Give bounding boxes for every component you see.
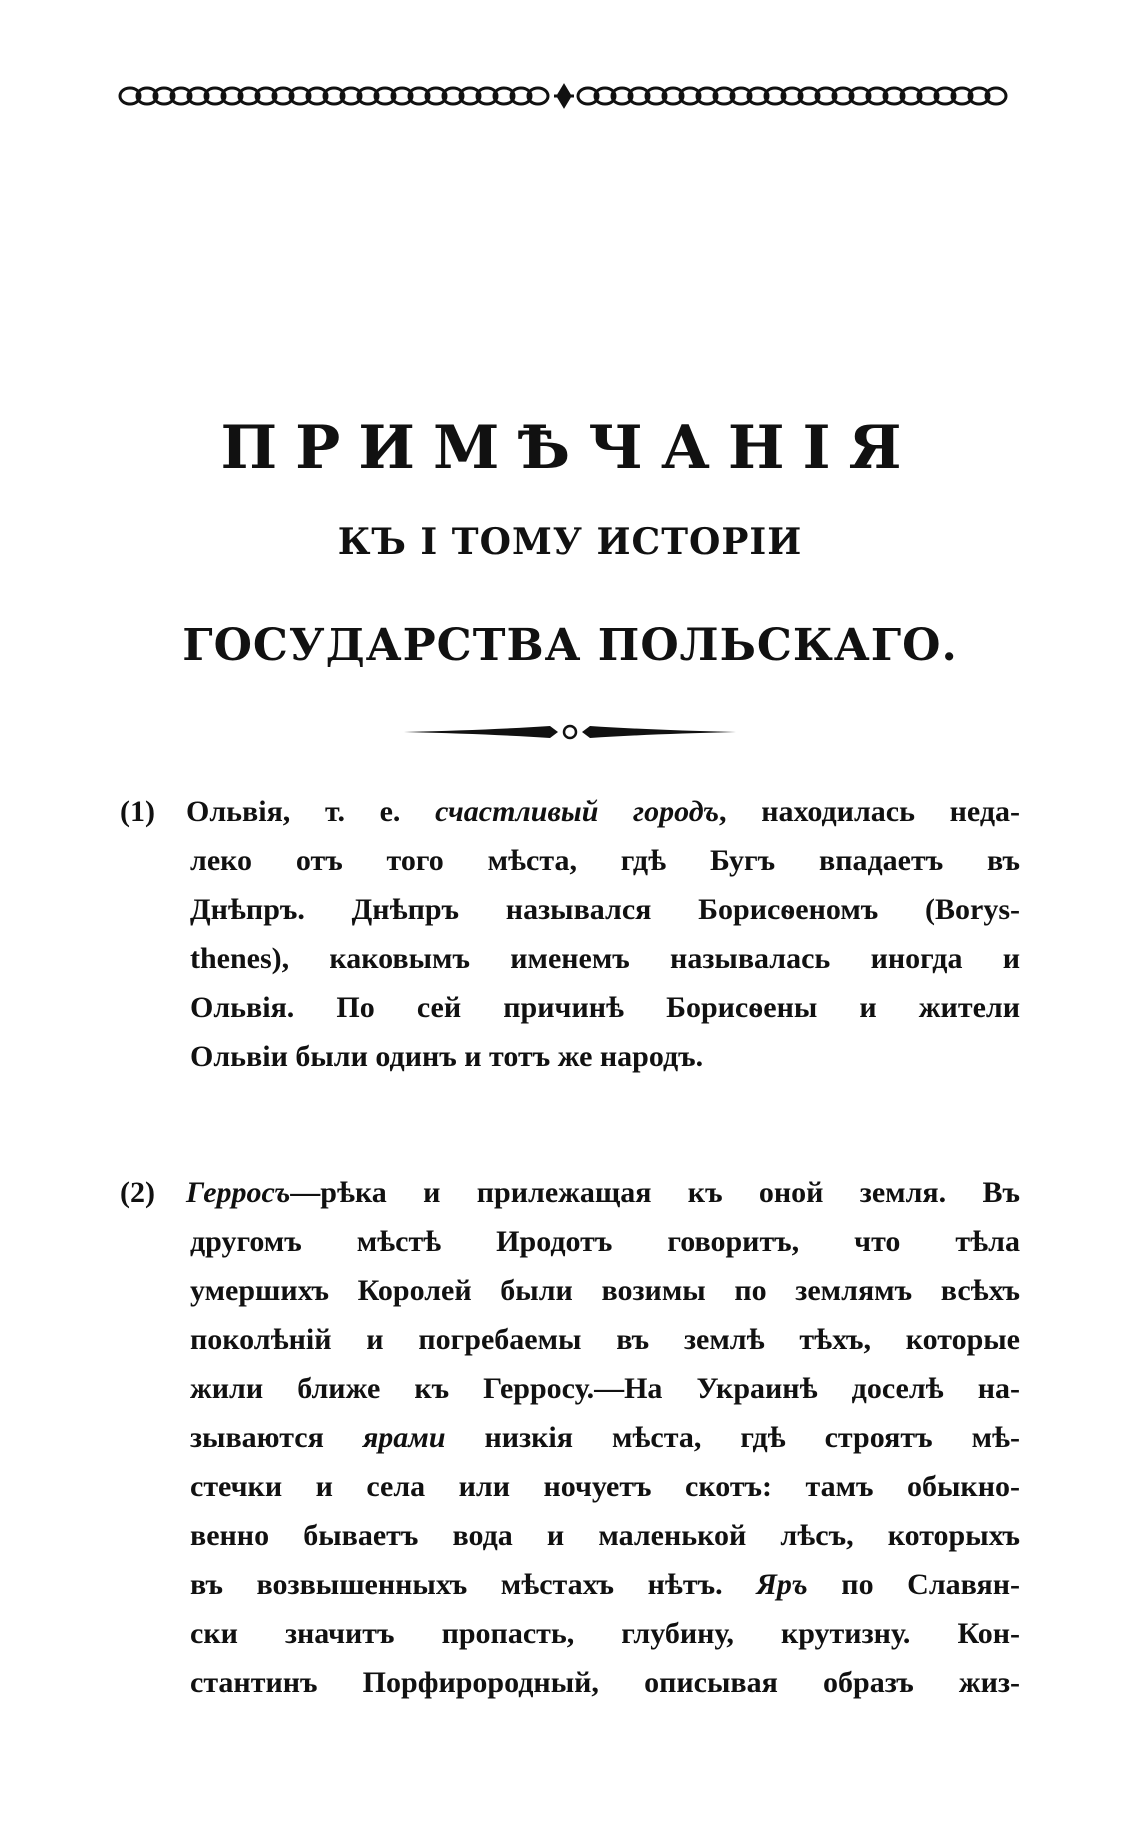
note-italic: Герросъ [186, 1176, 291, 1209]
page-subtitle: КЪ I ТОМУ ИСТОРІИ [337, 521, 803, 563]
chain-ornament-header [118, 82, 1010, 110]
note-number: (2) [120, 1176, 155, 1209]
note-line [190, 1560, 1020, 1609]
note-text: въ возвышенныхъ мѣстахъ нѣтъ. [190, 1568, 757, 1601]
page-title: ПРИМѢЧАНІЯ [220, 413, 920, 483]
note-line: стечки и села или ночуетъ скотъ: тамъ обыкно- [190, 1470, 1020, 1503]
note-number: (1) [120, 795, 155, 828]
note-line: леко отъ того мѣста, гдѣ Бугъ впадаетъ въ [190, 844, 1020, 877]
note-line: жили ближе къ Герросу.—На Украинѣ доселѣ на- [190, 1372, 1020, 1405]
note-line: Ольвіи были одинъ и тотъ же народъ. [190, 1040, 704, 1073]
note-text: Ольвія, т. е. [186, 795, 436, 828]
note-line: стантинъ Порфирородный, описывая образъ жиз- [190, 1666, 1020, 1699]
note-line: поколѣній и погребаемы въ землѣ тѣхъ, которые [190, 1323, 1020, 1356]
note-line [190, 1413, 1020, 1462]
note-line: другомъ мѣстѣ Иродотъ говоритъ, что тѣла [190, 1225, 1020, 1258]
divider-ornament [400, 720, 740, 744]
note-text: зываются [190, 1421, 363, 1454]
note-line [120, 787, 1020, 836]
note-line: Ольвія. По сей причинѣ Борисѳены и жители [190, 991, 1020, 1024]
note-text: —рѣка и прилежащая къ оной земля. Въ [290, 1176, 1020, 1209]
note-text: , находилась неда- [719, 795, 1021, 828]
footnote-2 [120, 1168, 1020, 1707]
note-italic: счастливый городъ [435, 795, 720, 828]
footnote-1 [120, 787, 1020, 1081]
note-italic: ярами [362, 1421, 446, 1454]
note-line: Днѣпръ. Днѣпръ назывался Борисѳеномъ (Borys- [190, 893, 1020, 926]
note-line: венно бываетъ вода и маленькой лѣсъ, которыхъ [190, 1519, 1020, 1552]
note-line: thenes), каковымъ именемъ называлась иногда и [190, 942, 1020, 975]
note-text: низкія мѣста, гдѣ строятъ мѣ- [445, 1421, 1020, 1454]
note-italic: Яръ [756, 1568, 808, 1601]
note-line: умершихъ Королей были возимы по землямъ всѣхъ [190, 1274, 1020, 1307]
note-text: по Славян- [807, 1568, 1020, 1601]
note-line [120, 1168, 1020, 1217]
note-line: ски значитъ пропасть, глубину, крутизну. Кон- [190, 1617, 1020, 1650]
page-subtitle-2: ГОСУДАРСТВА ПОЛЬСКАГО. [182, 620, 958, 671]
